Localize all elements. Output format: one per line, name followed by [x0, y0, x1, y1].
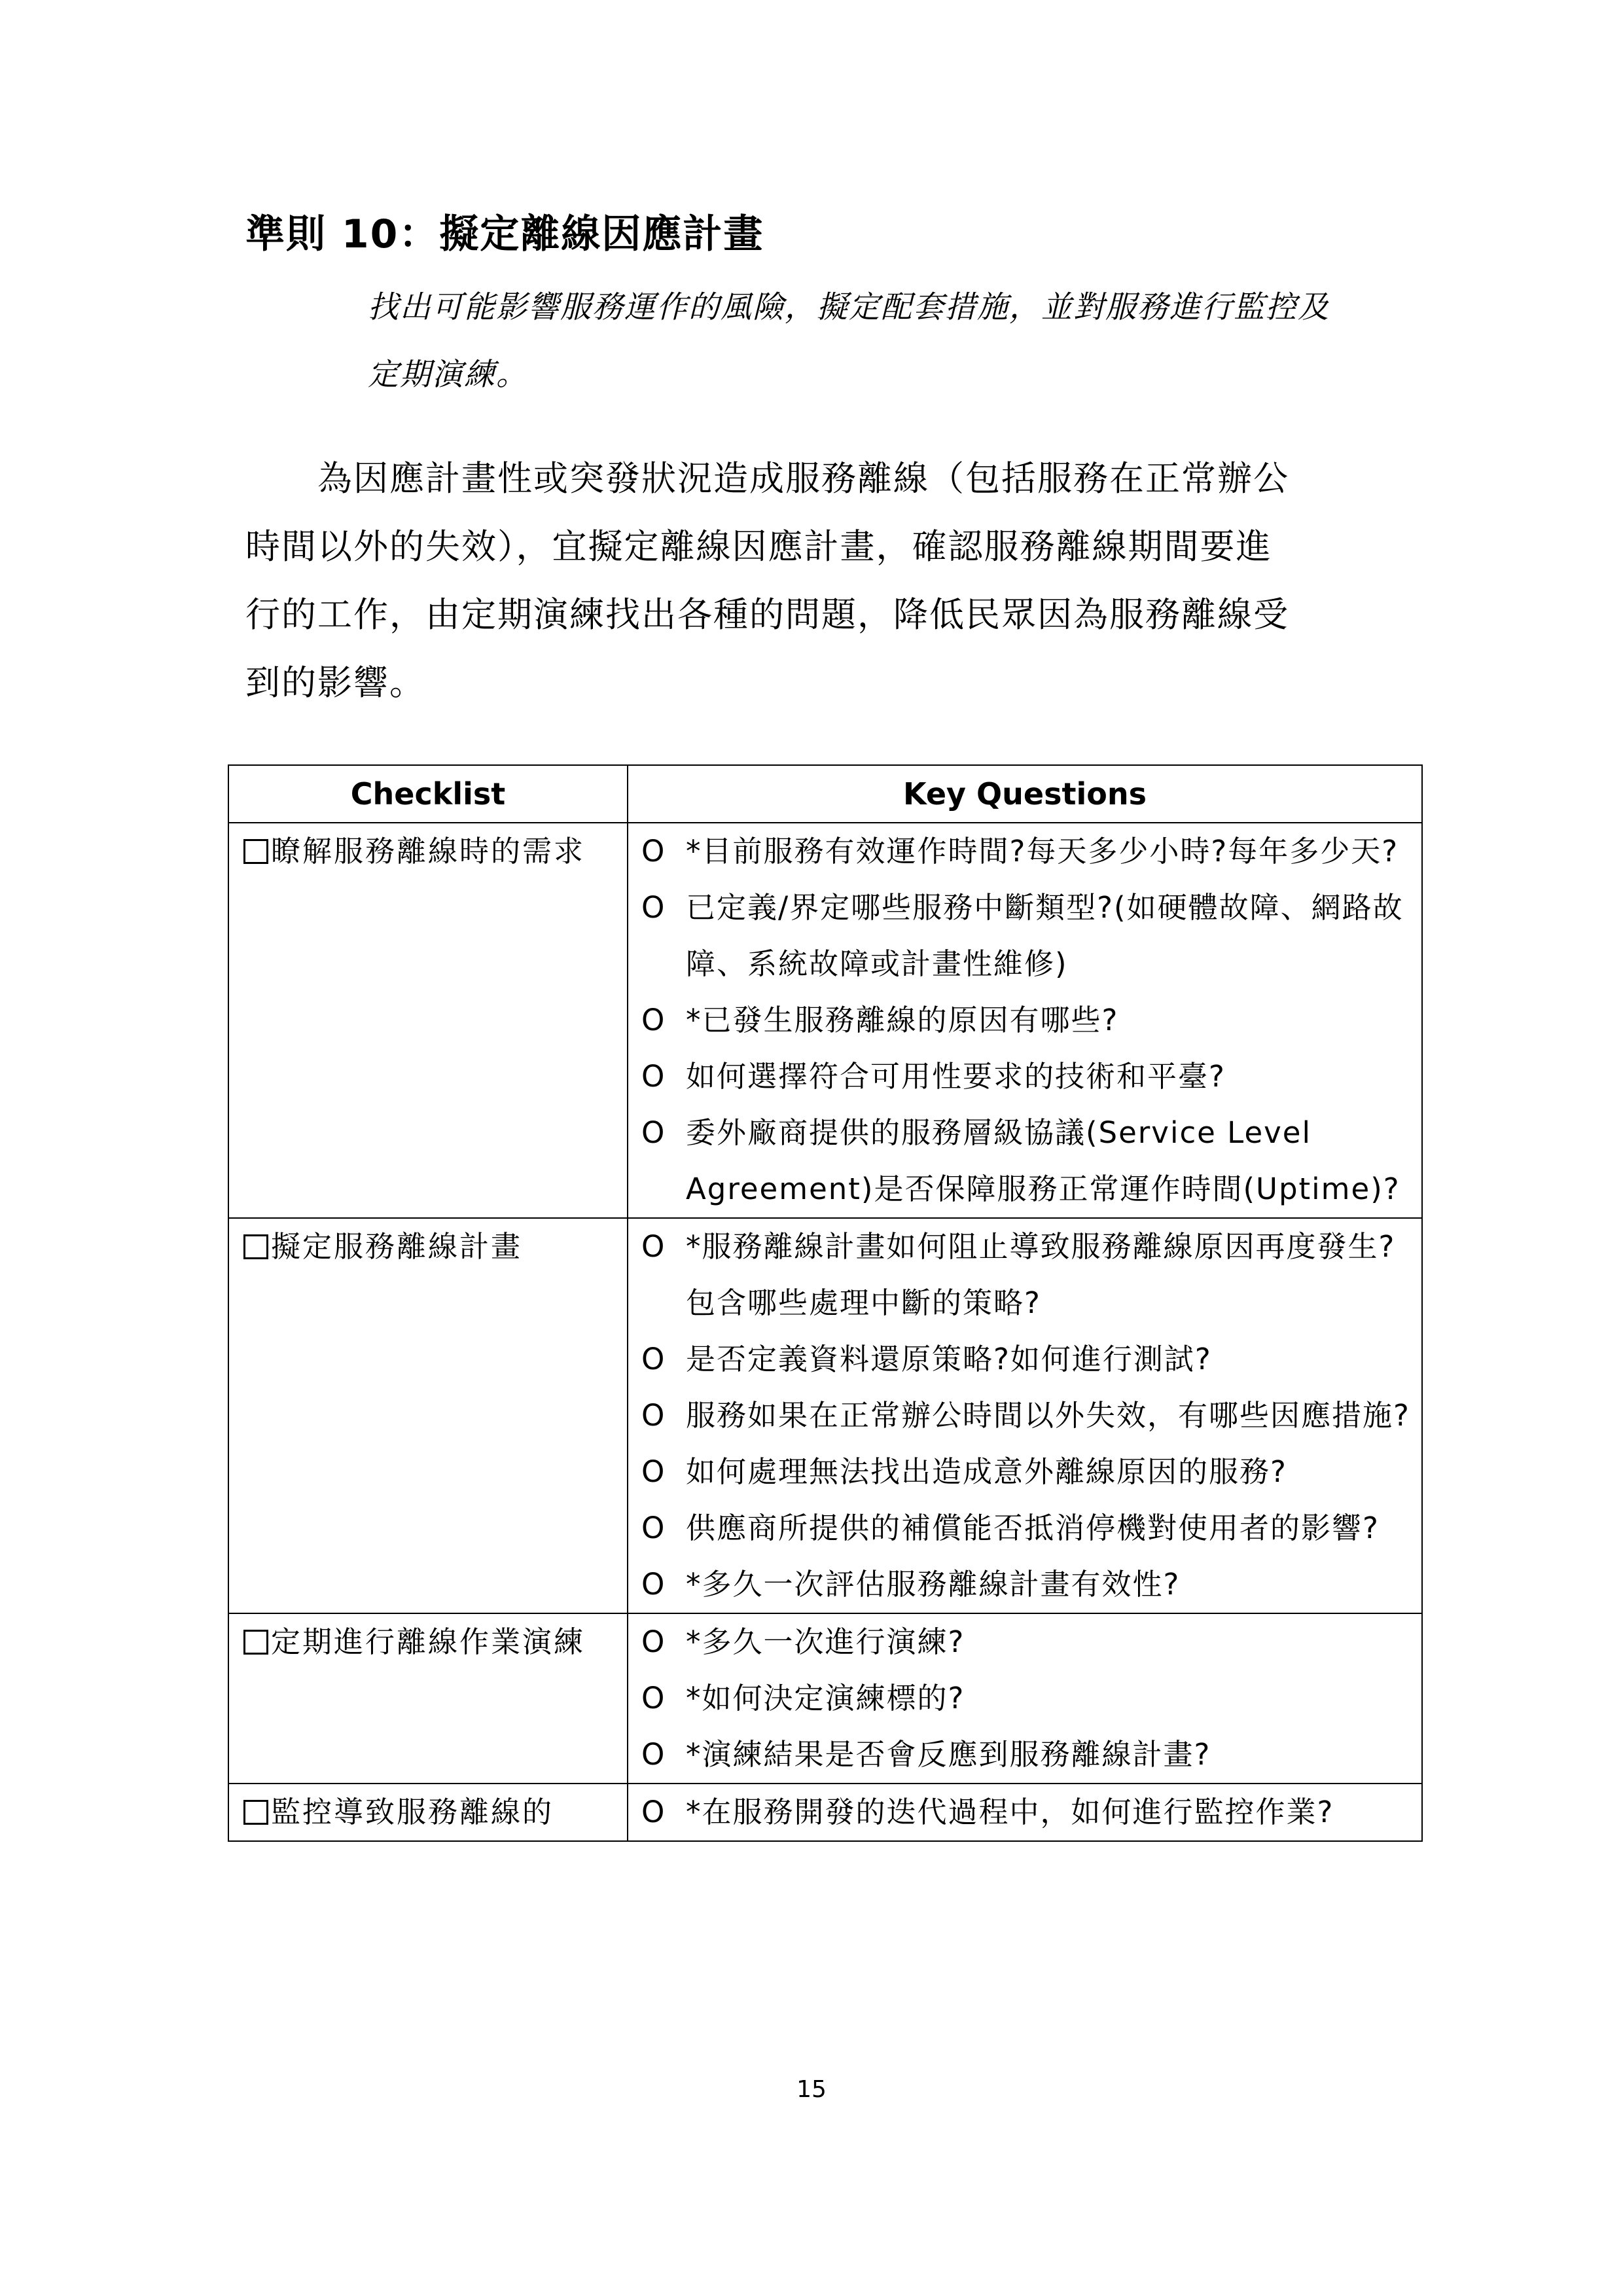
key-question [641, 823, 1411, 880]
question-marker: O [641, 1342, 666, 1376]
intro-line: 為因應計畫性或突發狀況造成服務離線（包括服務在正常辦公 [317, 459, 1289, 499]
question-marker: O [641, 1059, 666, 1094]
question-marker: O [641, 834, 666, 869]
key-questions-cell [628, 1218, 1422, 1613]
intro-paragraph [245, 445, 1371, 717]
key-question [641, 1670, 1411, 1727]
key-question [641, 992, 1411, 1049]
checkbox-icon[interactable] [243, 1630, 268, 1655]
key-question [641, 1331, 1411, 1388]
summary-line: 定期演練。 [368, 357, 528, 393]
checklist-item [243, 1784, 622, 1840]
checklist-item-label: 瞭解服務離線時的需求 [271, 834, 586, 869]
checklist-item-label: 監控導致服務離線的 [271, 1795, 554, 1829]
key-question [641, 1105, 1411, 1217]
question-marker: O [641, 1624, 666, 1659]
header-key-questions: Key Questions [628, 765, 1422, 823]
checklist-item-cell [228, 1784, 628, 1841]
intro-line: 時間以外的失效），宜擬定離線因應計畫，確認服務離線期間要進 [245, 527, 1272, 567]
question-marker: O [641, 1454, 666, 1489]
table-header-row [228, 765, 1422, 823]
question-text: *如何決定演練標的? [686, 1681, 965, 1715]
table-row [228, 1613, 1422, 1784]
key-question [641, 1727, 1411, 1783]
key-question [641, 1388, 1411, 1444]
question-marker: O [641, 1003, 666, 1037]
question-text: 是否定義資料還原策略?如何進行測試? [686, 1342, 1212, 1376]
checklist-item [243, 1219, 622, 1275]
checkbox-icon[interactable] [243, 1234, 268, 1259]
question-marker: O [641, 1229, 666, 1264]
key-question [641, 1219, 1411, 1331]
key-question [641, 1444, 1411, 1500]
page-number: 15 [796, 2076, 827, 2103]
checklist-item [243, 823, 622, 880]
header-checklist: Checklist [228, 765, 628, 823]
question-marker: O [641, 890, 666, 925]
question-text: 服務如果在正常辦公時間以外失效，有哪些因應措施? [686, 1398, 1410, 1433]
question-text: 委外廠商提供的服務層級協議(Service Level Agreement)是否保障服務正常運作時間(Uptime)? [686, 1115, 1400, 1206]
question-text: *服務離線計畫如何阻止導致服務離線原因再度發生?包含哪些處理中斷的策略? [686, 1229, 1396, 1320]
key-question [641, 1784, 1411, 1840]
question-text: 供應商所提供的補償能否抵消停機對使用者的影響? [686, 1511, 1380, 1545]
checklist-item-cell [228, 823, 628, 1218]
checklist-item-label: 擬定服務離線計畫 [271, 1229, 523, 1264]
intro-line: 到的影響。 [245, 663, 425, 703]
checklist-body [228, 823, 1422, 1841]
checklist-item-label: 定期進行離線作業演練 [271, 1624, 586, 1659]
checklist-item [243, 1614, 622, 1670]
question-marker: O [641, 1567, 666, 1602]
question-marker: O [641, 1511, 666, 1545]
question-text: *目前服務有效運作時間?每天多少小時?每年多少天? [686, 834, 1399, 869]
checkbox-icon[interactable] [243, 1800, 268, 1825]
question-text: *已發生服務離線的原因有哪些? [686, 1003, 1119, 1037]
question-text: *多久一次評估服務離線計畫有效性? [686, 1567, 1181, 1602]
checkbox-icon[interactable] [243, 839, 268, 864]
question-text: 如何處理無法找出造成意外離線原因的服務? [686, 1454, 1287, 1489]
question-marker: O [641, 1681, 666, 1715]
question-text: 已定義/界定哪些服務中斷類型?(如硬體故障、網路故障、系統故障或計畫性維修) [686, 890, 1404, 981]
question-text: *在服務開發的迭代過程中，如何進行監控作業? [686, 1795, 1334, 1829]
guideline-summary [368, 274, 1389, 408]
table-row [228, 1218, 1422, 1613]
checklist-table [228, 764, 1423, 1842]
key-questions-cell [628, 1784, 1422, 1841]
intro-line: 行的工作，由定期演練找出各種的問題，降低民眾因為服務離線受 [245, 595, 1289, 635]
question-text: 如何選擇符合可用性要求的技術和平臺? [686, 1059, 1226, 1094]
summary-line: 找出可能影響服務運作的風險，擬定配套措施，並對服務進行監控及 [368, 289, 1330, 325]
question-marker: O [641, 1115, 666, 1150]
guideline-heading: 準則 10：擬定離線因應計畫 [245, 211, 764, 257]
checklist-item-cell [228, 1613, 628, 1784]
table-row [228, 823, 1422, 1218]
key-questions-cell [628, 823, 1422, 1218]
key-question [641, 1556, 1411, 1613]
key-question [641, 1500, 1411, 1556]
question-text: *演練結果是否會反應到服務離線計畫? [686, 1737, 1211, 1772]
question-marker: O [641, 1795, 666, 1829]
question-marker: O [641, 1737, 666, 1772]
key-question [641, 1049, 1411, 1105]
key-questions-cell [628, 1613, 1422, 1784]
table-row [228, 1784, 1422, 1841]
key-question [641, 1614, 1411, 1670]
key-question [641, 880, 1411, 992]
question-text: *多久一次進行演練? [686, 1624, 965, 1659]
question-marker: O [641, 1398, 666, 1433]
checklist-item-cell [228, 1218, 628, 1613]
